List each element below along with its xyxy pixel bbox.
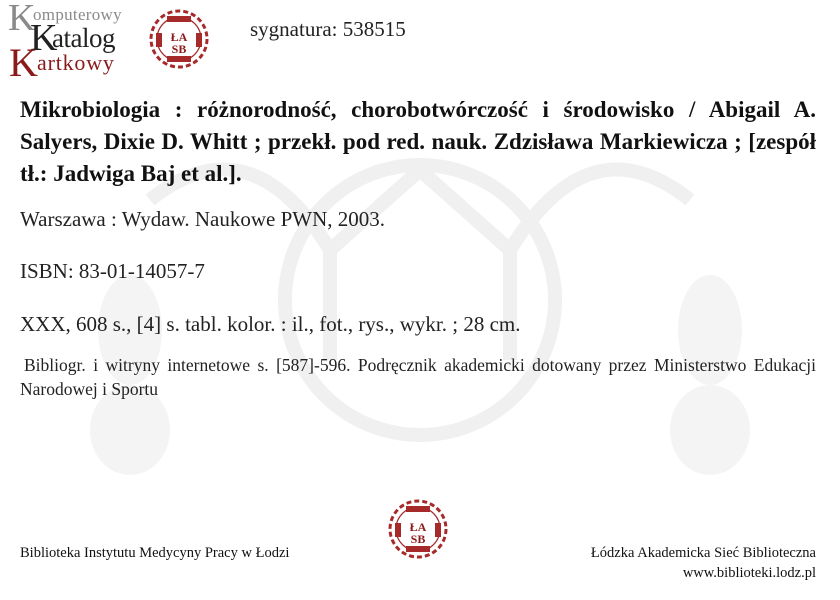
call-number: sygnatura: 538515 [250, 17, 406, 41]
seal-text-top: ŁA [409, 520, 427, 534]
seal-text-bottom: SB [171, 42, 187, 56]
network-name: Łódzka Akademicka Sieć Biblioteczna [590, 545, 816, 561]
library-name: Biblioteka Instytutu Medycyny Pracy w Łodzi [20, 545, 290, 561]
logo-initial-1: K [8, 0, 36, 39]
lasb-seal-icon [148, 8, 210, 70]
logo-initial-3: K [9, 40, 38, 85]
record-title: Mikrobiologia : różnorodność, chorobotwórczość i środowisko / Abigail A. Salyers, Dixie D. Whitt ; przekł. pod red. nauk. Zdzisława Markiewicza ; [zespół tł.: Jadwiga Baj et al.]. [20, 97, 816, 186]
record-imprint: Warszawa : Wydaw. Naukowe PWN, 2003. [20, 207, 386, 231]
lasb-seal-icon [387, 498, 449, 560]
logo-word-kartkowy: artkowy [37, 50, 115, 75]
logo-initial-2: K [30, 17, 58, 59]
network-url-link[interactable]: www.biblioteki.lodz.pl [682, 565, 816, 581]
logo-word-komputerowy: omputerowy [33, 5, 122, 24]
seal-text-top: ŁA [170, 30, 188, 44]
logo-word-katalog: atalog [52, 23, 115, 53]
record-notes: Bibliogr. i witryny internetowe s. [587]-596. Podręcznik akademicki dotowany przez Ministerstwo Edukacji Narodowej i Sportu [20, 355, 816, 399]
record-physical-description: XXX, 608 s., [4] s. tabl. kolor. : il., fot., rys., wykr. ; 28 cm. [20, 312, 521, 336]
komputerowy-katalog-kartkowy-logo [6, 0, 146, 85]
record-isbn: ISBN: 83-01-14057-7 [20, 259, 205, 283]
seal-text-bottom: SB [410, 532, 426, 546]
